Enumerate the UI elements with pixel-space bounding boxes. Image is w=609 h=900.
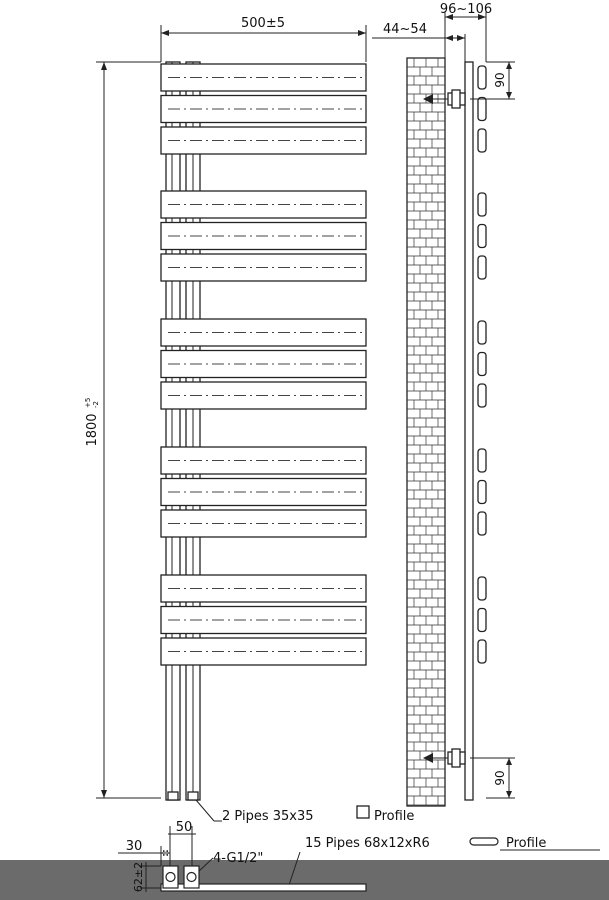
pipe-spacing-label: 50	[175, 820, 193, 835]
side-bar-6	[478, 256, 486, 279]
width-label: 500±5	[241, 16, 285, 31]
side-bar-1	[478, 66, 486, 89]
pipes-profile-label: Profile	[374, 809, 415, 824]
side-bar-8	[478, 353, 486, 376]
width-dimension	[161, 16, 366, 62]
projection-label: 96~106	[439, 2, 493, 17]
thread-left-icon	[166, 873, 175, 882]
height-tolerance-top: +5	[84, 397, 92, 408]
pipes-spec: 2 Pipes 35x35	[222, 809, 314, 824]
bars-profile-label: Profile	[506, 836, 547, 851]
side-bar-7	[478, 321, 486, 344]
side-bar-14	[478, 609, 486, 632]
wall-gap-label: 44~54	[383, 22, 427, 37]
pipe-offset-label: 30	[125, 839, 143, 854]
side-bar-5	[478, 225, 486, 248]
height-tolerance-bottom: -2	[92, 401, 100, 408]
pipes-callout	[196, 800, 414, 824]
side-bar-13	[478, 577, 486, 600]
front-view	[161, 62, 366, 800]
pipe-end-left	[168, 792, 178, 800]
side-view	[407, 58, 486, 806]
bracket-top-label: 90	[493, 72, 507, 88]
side-bar-9	[478, 384, 486, 407]
height-dimension	[84, 62, 161, 798]
side-bar-12	[478, 512, 486, 535]
left-pipe	[166, 62, 180, 800]
rounded-profile-icon	[470, 838, 498, 845]
bottom-height-label: 62±2	[132, 861, 145, 893]
side-bar-15	[478, 640, 486, 663]
side-bar-2	[478, 98, 486, 121]
thread-right-icon	[187, 873, 196, 882]
horizontal-bars	[161, 64, 366, 665]
side-pipe	[465, 62, 473, 800]
footer-band	[0, 860, 609, 900]
height-label: 1800	[85, 413, 100, 447]
side-bar-profiles	[478, 66, 486, 663]
side-bar-10	[478, 449, 486, 472]
bracket-bottom-label: 90	[493, 770, 507, 786]
bars-spec: 15 Pipes 68x12xR6	[305, 836, 430, 851]
connections-spec: 4-G1/2"	[213, 851, 264, 866]
pipe-end-right	[188, 792, 198, 800]
side-bar-11	[478, 481, 486, 504]
side-bar-3	[478, 129, 486, 152]
square-profile-icon	[357, 806, 369, 818]
side-bar-4	[478, 193, 486, 216]
vertical-pipes	[166, 62, 200, 800]
